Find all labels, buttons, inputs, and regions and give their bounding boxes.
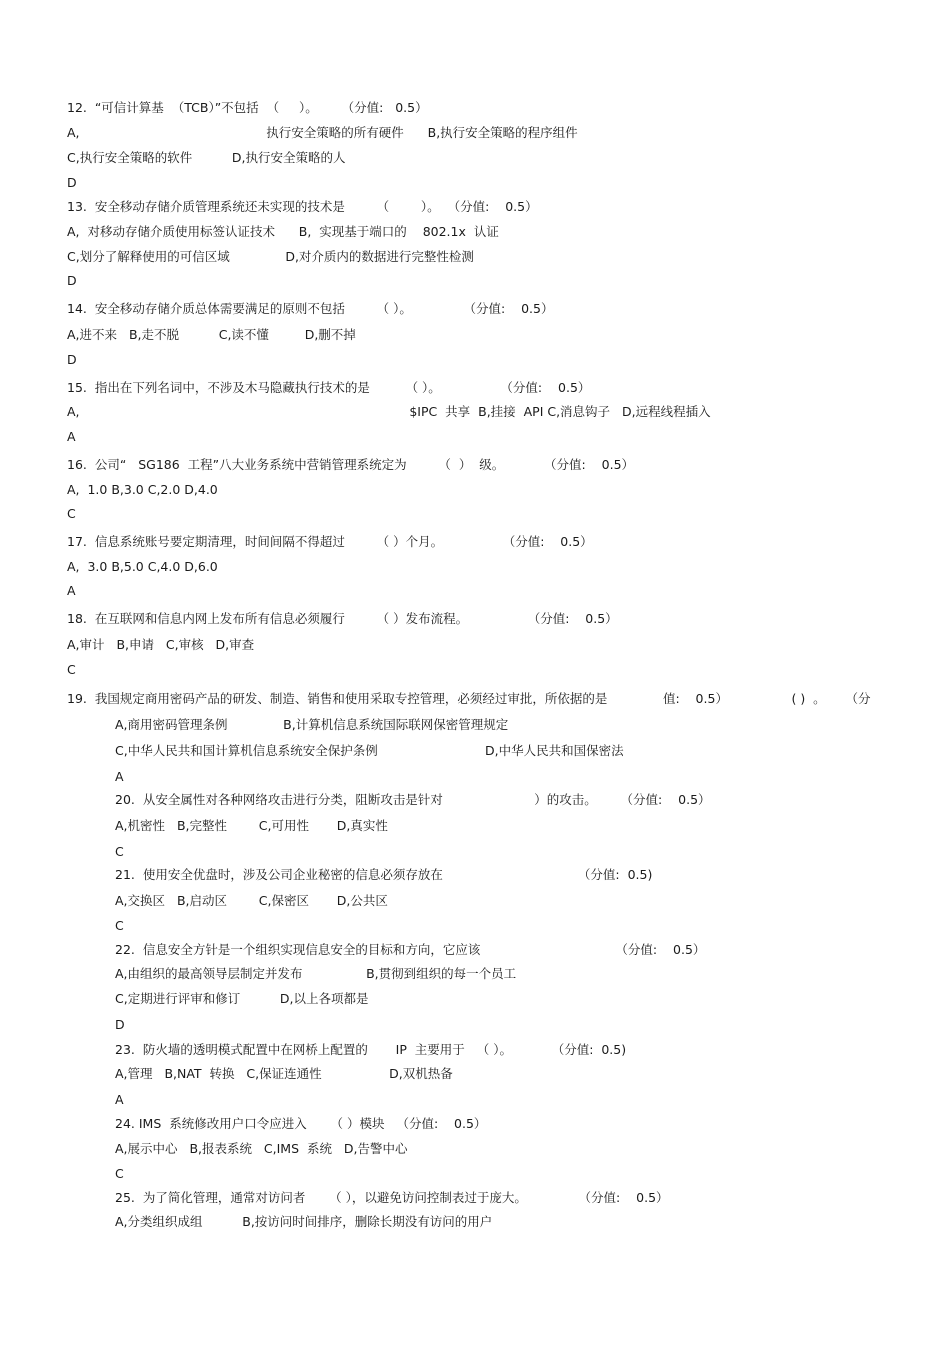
q20-answer: C	[115, 844, 124, 859]
q12-answer: D	[67, 175, 77, 190]
q19-answer: A	[115, 769, 124, 784]
q15-options: A, $IPC 共享 B,挂接 API C,消息钩子 D,远程线程插入	[67, 404, 711, 419]
q22-options: A,由组织的最高领导层制定并发布 B,贯彻到组织的每一个员工	[115, 966, 517, 981]
q23-answer: A	[115, 1092, 124, 1107]
q13-options: A, 对移动存储介质使用标签认证技术 B, 实现基于端口的 802.1x 认证	[67, 224, 499, 239]
q14-options: A,进不来 B,走不脱 C,读不懂 D,删不掉	[67, 327, 356, 342]
q17-answer: A	[67, 583, 76, 598]
q15-stem: 15. 指出在下列名词中，不涉及木马隐藏执行技术的是 （ ）。 （分值: 0.5）	[67, 380, 591, 395]
q12-options: C,执行安全策略的软件 D,执行安全策略的人	[67, 150, 346, 165]
q24-answer: C	[115, 1166, 124, 1181]
q23-options: A,管理 B,NAT 转换 C,保证连通性 D,双机热备	[115, 1066, 453, 1081]
q16-answer: C	[67, 506, 76, 521]
q13-options: C,划分了解释使用的可信区域 D,对介质内的数据进行完整性检测	[67, 249, 474, 264]
q18-stem: 18. 在互联网和信息内网上发布所有信息必须履行 （ ）发布流程。 （分值: 0.5）	[67, 611, 618, 626]
q15-answer: A	[67, 429, 76, 444]
q17-stem: 17. 信息系统账号要定期清理，时间间隔不得超过 （ ）个月。 （分值: 0.5）	[67, 534, 593, 549]
q19-options: A,商用密码管理条例 B,计算机信息系统国际联网保密管理规定	[115, 717, 509, 732]
q21-options: A,交换区 B,启动区 C,保密区 D,公共区	[115, 893, 388, 908]
q25-stem: 25. 为了简化管理，通常对访问者 （ ），以避免访问控制表过于庞大。 （分值: 0.5）	[115, 1190, 669, 1205]
q13-answer: D	[67, 273, 77, 288]
q14-answer: D	[67, 352, 77, 367]
q13-stem: 13. 安全移动存储介质管理系统还未实现的技术是 （ ）。 （分值: 0.5）	[67, 199, 538, 214]
q12-options: A, 执行安全策略的所有硬件 B,执行安全策略的程序组件	[67, 125, 578, 140]
q22-stem: 22. 信息安全方针是一个组织实现信息安全的目标和方向，它应该 （分值: 0.5）	[115, 942, 706, 957]
q20-options: A,机密性 B,完整性 C,可用性 D,真实性	[115, 818, 388, 833]
q19-stem: 19. 我国规定商用密码产品的研发、制造、销售和使用采取专控管理，必须经过审批，所依据的是 值: 0.5） ( ) 。 （分	[67, 691, 871, 706]
q19-options: C,中华人民共和国计算机信息系统安全保护条例 D,中华人民共和国保密法	[115, 743, 624, 758]
q24-options: A,展示中心 B,报表系统 C,IMS 系统 D,告警中心	[115, 1141, 408, 1156]
q12-stem: 12. “可信计算基 （TCB）”不包括 （ ）。 （分值: 0.5）	[67, 100, 428, 115]
q23-stem: 23. 防火墙的透明模式配置中在网桥上配置的 IP 主要用于 （ ）。 （分值: 0.5)	[115, 1042, 627, 1057]
q18-answer: C	[67, 662, 76, 677]
q16-stem: 16. 公司“ SG186 工程”八大业务系统中营销管理系统定为 （ ） 级。 （分值: 0.5）	[67, 457, 635, 472]
q18-options: A,审计 B,申请 C,审核 D,审查	[67, 637, 255, 652]
q21-stem: 21. 使用安全优盘时，涉及公司企业秘密的信息必须存放在 （分值: 0.5)	[115, 867, 653, 882]
q20-stem: 20. 从安全属性对各种网络攻击进行分类，阻断攻击是针对 ）的攻击。 （分值: 0.5）	[115, 792, 711, 807]
q25-options: A,分类组织成组 B,按访问时间排序，删除长期没有访问的用户	[115, 1214, 493, 1229]
q22-options: C,定期进行评审和修订 D,以上各项都是	[115, 991, 369, 1006]
q24-stem: 24. IMS 系统修改用户口令应进入 （ ）模块 （分值: 0.5）	[115, 1116, 487, 1131]
q16-options: A, 1.0 B,3.0 C,2.0 D,4.0	[67, 482, 218, 497]
q17-options: A, 3.0 B,5.0 C,4.0 D,6.0	[67, 559, 218, 574]
q22-answer: D	[115, 1017, 125, 1032]
q21-answer: C	[115, 918, 124, 933]
q14-stem: 14. 安全移动存储介质总体需要满足的原则不包括 （ ）。 （分值: 0.5）	[67, 301, 554, 316]
